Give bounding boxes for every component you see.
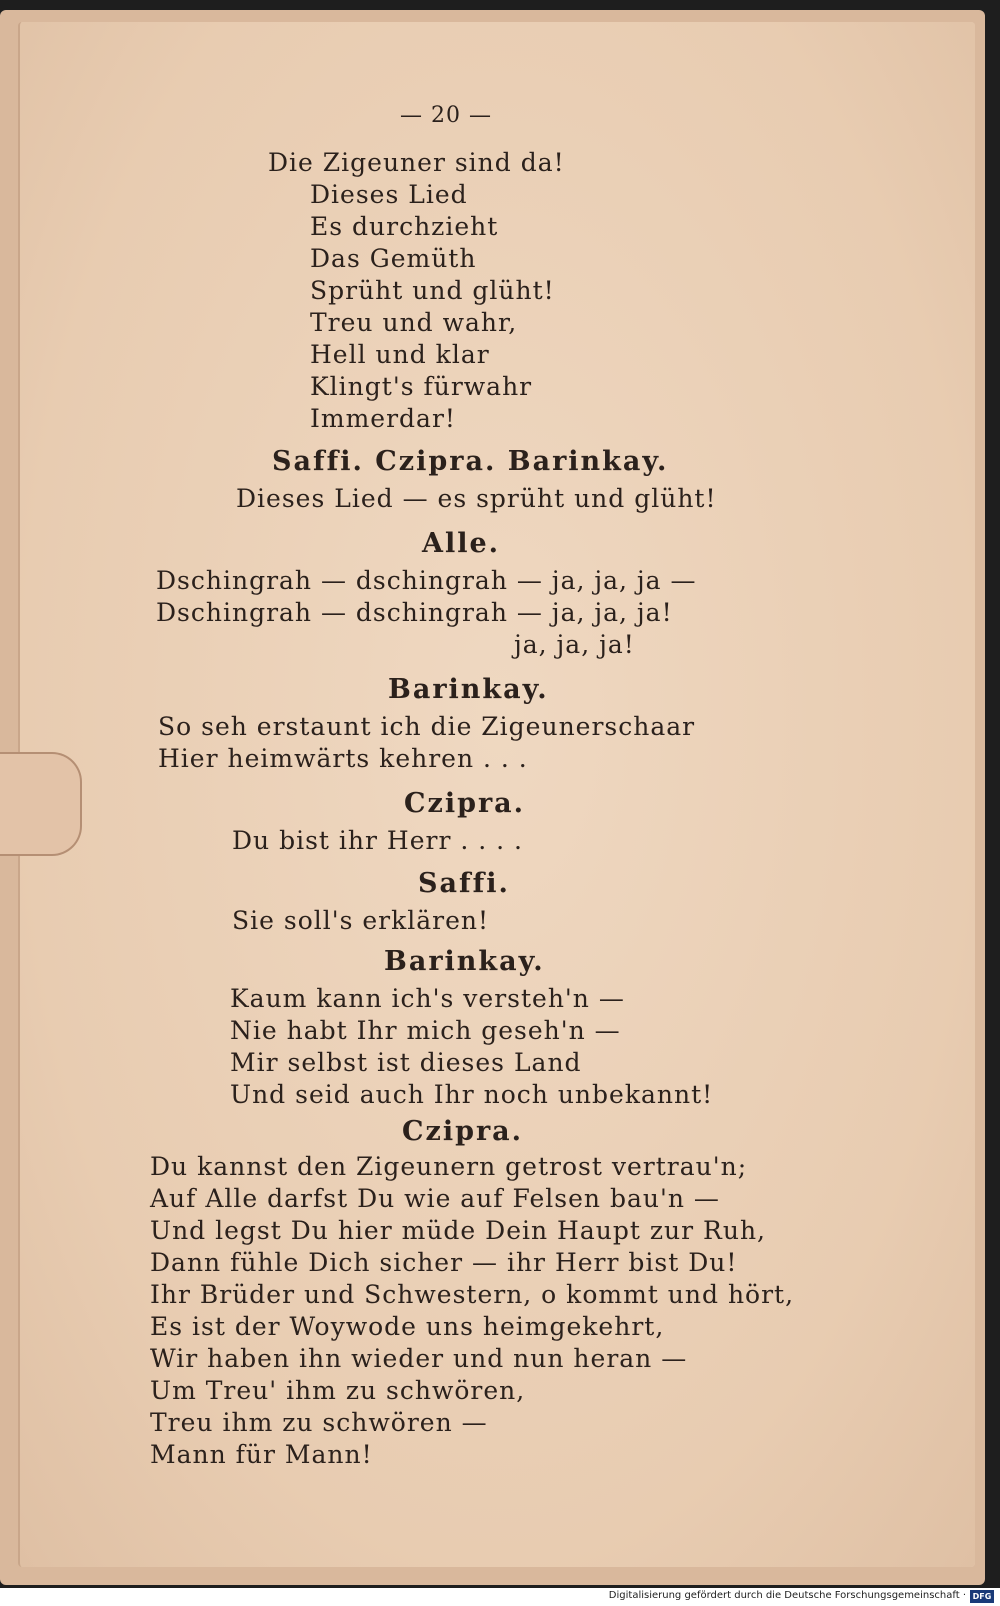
verse-line: Und legst Du hier müde Dein Haupt zur Ruh, xyxy=(150,1216,766,1245)
verse-line: Auf Alle darfst Du wie auf Felsen bau'n — xyxy=(150,1184,720,1213)
verse-line: Treu und wahr, xyxy=(310,308,518,337)
footer-credit: Digitalisierung gefördert durch die Deutsche Forschungsgemeinschaft · xyxy=(608,1590,966,1601)
verse-line: Dieses Lied xyxy=(310,180,468,209)
verse-line: Und seid auch Ihr noch unbekannt! xyxy=(230,1080,714,1109)
verse-line: Mann für Mann! xyxy=(150,1440,373,1469)
verse-line: Es ist der Woywode uns heimgekehrt, xyxy=(150,1312,665,1341)
verse-line: Das Gemüth xyxy=(310,244,477,273)
verse-line: Treu ihm zu schwören — xyxy=(150,1408,488,1437)
speaker-heading: Saffi. Czipra. Barinkay. xyxy=(272,446,669,477)
verse-line: Es durchzieht xyxy=(310,212,499,241)
verse-line: Du kannst den Zigeunern getrost vertrau'n; xyxy=(150,1152,748,1181)
speaker-heading: Czipra. xyxy=(404,788,526,819)
verse-line: Nie habt Ihr mich geseh'n — xyxy=(230,1016,621,1045)
verse-line: Wir haben ihn wieder und nun heran — xyxy=(150,1344,688,1373)
verse-line: Dieses Lied — es sprüht und glüht! xyxy=(236,484,717,513)
speaker-heading: Czipra. xyxy=(402,1116,524,1147)
verse-line: Um Treu' ihm zu schwören, xyxy=(150,1376,526,1405)
verse-line: Die Zigeuner sind da! xyxy=(268,148,565,177)
verse-line: ja, ja, ja! xyxy=(514,630,635,659)
verse-line: Immerdar! xyxy=(310,404,456,433)
page-number: — 20 — xyxy=(400,103,492,128)
verse-line: Hier heimwärts kehren . . . xyxy=(158,744,528,773)
verse-line: Hell und klar xyxy=(310,340,490,369)
speaker-heading: Barinkay. xyxy=(384,946,545,977)
verse-line: Kaum kann ich's versteh'n — xyxy=(230,984,625,1013)
speaker-heading: Barinkay. xyxy=(388,674,549,705)
speaker-heading: Saffi. xyxy=(418,868,510,899)
dfg-logo: DFG xyxy=(970,1590,994,1603)
verse-line: Ihr Brüder und Schwestern, o kommt und hört, xyxy=(150,1280,795,1309)
speaker-heading: Alle. xyxy=(422,528,501,559)
page-tab xyxy=(0,752,82,856)
verse-line: Mir selbst ist dieses Land xyxy=(230,1048,582,1077)
verse-line: Dann fühle Dich sicher — ihr Herr bist Du! xyxy=(150,1248,738,1277)
verse-line: Sie soll's erklären! xyxy=(232,906,490,935)
verse-line: Sprüht und glüht! xyxy=(310,276,555,305)
verse-line: Dschingrah — dschingrah — ja, ja, ja — xyxy=(156,566,697,595)
verse-line: Du bist ihr Herr . . . . xyxy=(232,826,523,855)
verse-line: So seh erstaunt ich die Zigeunerschaar xyxy=(158,712,696,741)
verse-line: Dschingrah — dschingrah — ja, ja, ja! xyxy=(156,598,673,627)
verse-line: Klingt's fürwahr xyxy=(310,372,533,401)
